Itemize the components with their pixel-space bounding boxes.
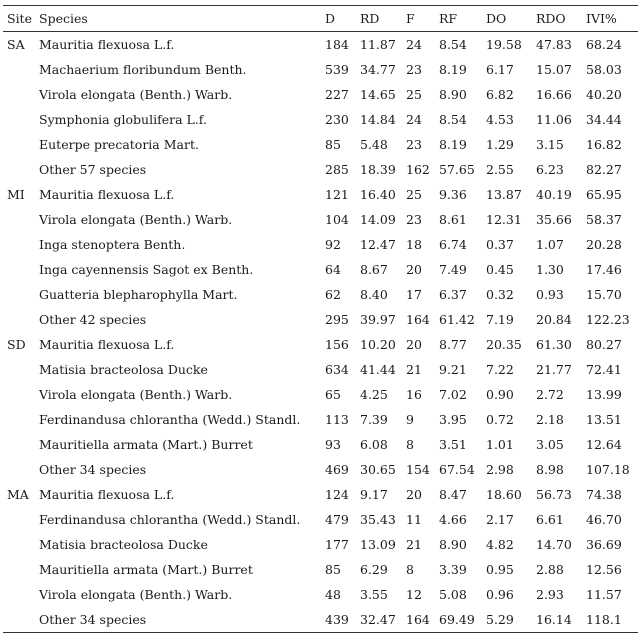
table-row (3, 382, 638, 407)
cell-rf: 67.54 (439, 462, 475, 477)
table-row (3, 482, 638, 507)
cell-ivi: 20.28 (586, 237, 622, 252)
cell-d: 539 (325, 62, 349, 77)
cell-f: 17 (406, 287, 422, 302)
cell-d: 285 (325, 162, 349, 177)
header-species: Species (35, 6, 321, 32)
cell-d: 104 (325, 212, 349, 227)
cell-ivi: 118.1 (582, 607, 638, 633)
cell-do: 0.96 (486, 587, 514, 602)
cell-do: 2.17 (486, 512, 514, 527)
cell-site (3, 357, 35, 382)
cell-do: 0.95 (486, 562, 514, 577)
table-row (3, 607, 638, 633)
cell-rd: 41.44 (360, 362, 396, 377)
cell-ivi: 34.44 (586, 112, 622, 127)
cell-do: 0.32 (486, 287, 514, 302)
cell-do: 6.82 (486, 87, 514, 102)
cell-ivi: 36.69 (586, 537, 622, 552)
cell-species: Mauritia flexuosa L.f. (39, 337, 175, 352)
table-row (3, 557, 638, 582)
cell-site (3, 82, 35, 107)
cell-site (3, 457, 35, 482)
cell-do: 7.19 (486, 312, 514, 327)
cell-rdo: 40.19 (536, 187, 572, 202)
cell-f: 8 (406, 562, 414, 577)
cell-ivi: 11.57 (586, 587, 622, 602)
cell-ivi: 16.82 (586, 137, 622, 152)
cell-d: 85 (325, 137, 341, 152)
cell-site (3, 132, 35, 157)
cell-rf: 9.21 (439, 362, 467, 377)
cell-ivi: 72.41 (586, 362, 622, 377)
cell-ivi: 13.51 (586, 412, 622, 427)
cell-rf: 61.42 (439, 312, 475, 327)
cell-f: 25 (406, 187, 422, 202)
cell-f: 162 (406, 162, 430, 177)
cell-f: 164 (402, 607, 435, 633)
cell-d: 469 (325, 462, 349, 477)
cell-do: 20.35 (486, 337, 522, 352)
cell-d: 121 (325, 187, 349, 202)
cell-ivi: 40.20 (586, 87, 622, 102)
cell-d: 65 (325, 387, 341, 402)
cell-rd: 4.25 (360, 387, 388, 402)
cell-rdo: 15.07 (536, 62, 572, 77)
cell-f: 18 (406, 237, 422, 252)
cell-rdo: 2.72 (536, 387, 564, 402)
cell-do: 19.58 (486, 37, 522, 52)
cell-do: 0.72 (486, 412, 514, 427)
species-table (3, 5, 638, 633)
cell-species: Mauritiella armata (Mart.) Burret (39, 562, 253, 577)
cell-do: 7.22 (486, 362, 514, 377)
cell-site (3, 557, 35, 582)
cell-d: 93 (325, 437, 341, 452)
cell-rd: 8.67 (360, 262, 388, 277)
cell-species: Mauritia flexuosa L.f. (39, 487, 175, 502)
cell-rf: 69.49 (435, 607, 482, 633)
cell-rd: 3.55 (360, 587, 388, 602)
cell-do: 12.31 (486, 212, 522, 227)
cell-species: Symphonia globulifera L.f. (39, 112, 207, 127)
cell-rdo: 3.05 (536, 437, 564, 452)
cell-do: 4.53 (486, 112, 514, 127)
cell-rdo: 8.98 (536, 462, 564, 477)
cell-rd: 5.48 (360, 137, 388, 152)
cell-species: Virola elongata (Benth.) Warb. (39, 212, 233, 227)
cell-rf: 8.47 (439, 487, 467, 502)
cell-species: Mauritia flexuosa L.f. (39, 187, 175, 202)
cell-ivi: 46.70 (586, 512, 622, 527)
cell-rdo: 2.18 (536, 412, 564, 427)
cell-rd: 14.09 (360, 212, 396, 227)
cell-rd: 13.09 (360, 537, 396, 552)
cell-site (3, 282, 35, 307)
cell-d: 113 (325, 412, 349, 427)
table-row (3, 432, 638, 457)
cell-f: 12 (406, 587, 422, 602)
cell-ivi: 15.70 (586, 287, 622, 302)
cell-d: 634 (325, 362, 349, 377)
table-row (3, 582, 638, 607)
cell-site (3, 532, 35, 557)
cell-species: Virola elongata (Benth.) Warb. (39, 87, 233, 102)
cell-rd: 9.17 (360, 487, 388, 502)
cell-ivi: 12.64 (586, 437, 622, 452)
cell-f: 9 (406, 412, 414, 427)
cell-species: Euterpe precatoria Mart. (39, 137, 199, 152)
cell-rf: 6.37 (439, 287, 467, 302)
cell-rd: 8.40 (360, 287, 388, 302)
cell-rf: 8.19 (439, 62, 467, 77)
cell-ivi: 107.18 (586, 462, 630, 477)
cell-rdo: 1.30 (536, 262, 564, 277)
cell-d: 156 (325, 337, 349, 352)
cell-ivi: 17.46 (586, 262, 622, 277)
cell-do: 1.29 (486, 137, 514, 152)
cell-rf: 7.49 (439, 262, 467, 277)
table-row (3, 282, 638, 307)
cell-site: MA (7, 487, 29, 502)
cell-f: 154 (406, 462, 430, 477)
cell-rf: 8.90 (439, 537, 467, 552)
table-row (3, 32, 638, 58)
header-rd: RD (356, 6, 402, 32)
cell-do: 2.98 (486, 462, 514, 477)
cell-site (3, 432, 35, 457)
cell-species: Matisia bracteolosa Ducke (39, 362, 208, 377)
cell-site: SA (7, 37, 25, 52)
cell-rdo: 16.66 (536, 87, 572, 102)
table-row (3, 532, 638, 557)
cell-rdo: 16.14 (532, 607, 582, 633)
header-f: F (402, 6, 435, 32)
cell-rd: 6.08 (360, 437, 388, 452)
cell-species: Matisia bracteolosa Ducke (39, 537, 208, 552)
cell-d: 295 (325, 312, 349, 327)
cell-f: 25 (406, 87, 422, 102)
cell-rd: 12.47 (360, 237, 396, 252)
cell-f: 23 (406, 62, 422, 77)
table-row (3, 182, 638, 207)
cell-rf: 3.95 (439, 412, 467, 427)
cell-d: 124 (325, 487, 349, 502)
table-row (3, 507, 638, 532)
cell-species: Inga cayennensis Sagot ex Benth. (39, 262, 254, 277)
cell-rdo: 6.61 (536, 512, 564, 527)
cell-rdo: 35.66 (536, 212, 572, 227)
cell-rdo: 2.88 (536, 562, 564, 577)
cell-rf: 8.54 (439, 112, 467, 127)
cell-rf: 9.36 (439, 187, 467, 202)
cell-rd: 6.29 (360, 562, 388, 577)
cell-rd: 35.43 (360, 512, 396, 527)
cell-species: Other 57 species (39, 162, 147, 177)
cell-f: 16 (406, 387, 422, 402)
cell-f: 8 (406, 437, 414, 452)
table-row (3, 107, 638, 132)
cell-rf: 8.77 (439, 337, 467, 352)
cell-site (3, 257, 35, 282)
cell-rf: 8.61 (439, 212, 467, 227)
table-row (3, 257, 638, 282)
cell-f: 23 (406, 212, 422, 227)
cell-site (3, 607, 35, 633)
header-site: Site (3, 6, 35, 32)
cell-rf: 3.51 (439, 437, 467, 452)
cell-rd: 14.65 (360, 87, 396, 102)
cell-site (3, 107, 35, 132)
cell-species: Other 42 species (39, 312, 147, 327)
cell-site (3, 582, 35, 607)
cell-rf: 8.19 (439, 137, 467, 152)
cell-rdo: 6.23 (536, 162, 564, 177)
cell-f: 23 (406, 137, 422, 152)
cell-rdo: 3.15 (536, 137, 564, 152)
cell-ivi: 13.99 (586, 387, 622, 402)
cell-species: Virola elongata (Benth.) Warb. (39, 387, 233, 402)
table-row (3, 357, 638, 382)
cell-rf: 8.90 (439, 87, 467, 102)
cell-rf: 7.02 (439, 387, 467, 402)
cell-f: 164 (406, 312, 430, 327)
cell-d: 230 (325, 112, 349, 127)
cell-ivi: 122.23 (586, 312, 630, 327)
cell-d: 62 (325, 287, 341, 302)
cell-f: 21 (406, 537, 422, 552)
cell-do: 18.60 (486, 487, 522, 502)
cell-rd: 7.39 (360, 412, 388, 427)
cell-rdo: 14.70 (536, 537, 572, 552)
cell-ivi: 82.27 (586, 162, 622, 177)
cell-rf: 57.65 (439, 162, 475, 177)
cell-species: Ferdinandusa chlorantha (Wedd.) Standl. (39, 512, 301, 527)
header-ivi: IVI% (582, 6, 638, 32)
cell-f: 20 (406, 337, 422, 352)
cell-ivi: 65.95 (586, 187, 622, 202)
cell-rf: 4.66 (439, 512, 467, 527)
cell-species: Guatteria blepharophylla Mart. (39, 287, 238, 302)
cell-do: 6.17 (486, 62, 514, 77)
cell-species: Ferdinandusa chlorantha (Wedd.) Standl. (39, 412, 301, 427)
cell-rdo: 2.93 (536, 587, 564, 602)
cell-site (3, 57, 35, 82)
cell-rdo: 0.93 (536, 287, 564, 302)
table-row (3, 457, 638, 482)
cell-d: 85 (325, 562, 341, 577)
table-row (3, 132, 638, 157)
cell-site (3, 232, 35, 257)
cell-species: Inga stenoptera Benth. (39, 237, 186, 252)
cell-species: Machaerium floribundum Benth. (39, 62, 247, 77)
cell-rd: 10.20 (360, 337, 396, 352)
cell-rd: 39.97 (360, 312, 396, 327)
cell-f: 20 (406, 487, 422, 502)
cell-site (3, 157, 35, 182)
cell-do: 5.29 (482, 607, 532, 633)
cell-rdo: 47.83 (536, 37, 572, 52)
cell-ivi: 68.24 (586, 37, 622, 52)
cell-species: Other 34 species (39, 462, 147, 477)
table-row (3, 57, 638, 82)
cell-d: 177 (325, 537, 349, 552)
cell-rdo: 1.07 (536, 237, 564, 252)
cell-site (3, 507, 35, 532)
cell-site (3, 382, 35, 407)
table-body (3, 32, 638, 633)
cell-rd: 34.77 (360, 62, 396, 77)
cell-ivi: 58.03 (586, 62, 622, 77)
cell-ivi: 12.56 (586, 562, 622, 577)
table-row (3, 157, 638, 182)
cell-d: 184 (325, 37, 349, 52)
cell-site: MI (7, 187, 25, 202)
table-row (3, 307, 638, 332)
cell-site (3, 407, 35, 432)
cell-species: Mauritiella armata (Mart.) Burret (39, 437, 253, 452)
cell-ivi: 58.37 (586, 212, 622, 227)
cell-species: Mauritia flexuosa L.f. (39, 37, 175, 52)
cell-d: 479 (325, 512, 349, 527)
cell-d: 48 (325, 587, 341, 602)
cell-site: SD (7, 337, 26, 352)
table-row (3, 332, 638, 357)
cell-do: 0.37 (486, 237, 514, 252)
cell-do: 1.01 (486, 437, 514, 452)
cell-site (3, 307, 35, 332)
cell-rd: 11.87 (360, 37, 396, 52)
header-do: DO (482, 6, 532, 32)
cell-species: Virola elongata (Benth.) Warb. (39, 587, 233, 602)
cell-d: 64 (325, 262, 341, 277)
table-row (3, 407, 638, 432)
header-rdo: RDO (532, 6, 582, 32)
cell-d: 439 (321, 607, 356, 633)
table-header-row (3, 6, 638, 32)
cell-rdo: 21.77 (536, 362, 572, 377)
cell-rdo: 11.06 (536, 112, 572, 127)
cell-f: 21 (406, 362, 422, 377)
table-row (3, 207, 638, 232)
cell-ivi: 80.27 (586, 337, 622, 352)
cell-rf: 3.39 (439, 562, 467, 577)
cell-d: 227 (325, 87, 349, 102)
cell-do: 0.45 (486, 262, 514, 277)
cell-f: 24 (406, 37, 422, 52)
cell-species: Other 34 species (35, 607, 321, 633)
cell-rd: 16.40 (360, 187, 396, 202)
cell-rd: 32.47 (356, 607, 402, 633)
cell-rd: 30.65 (360, 462, 396, 477)
cell-rf: 8.54 (439, 37, 467, 52)
cell-do: 4.82 (486, 537, 514, 552)
cell-do: 2.55 (486, 162, 514, 177)
cell-rdo: 20.84 (536, 312, 572, 327)
cell-f: 20 (406, 262, 422, 277)
cell-rd: 18.39 (360, 162, 396, 177)
cell-rdo: 61.30 (536, 337, 572, 352)
cell-rf: 5.08 (439, 587, 467, 602)
cell-do: 0.90 (486, 387, 514, 402)
cell-ivi: 74.38 (586, 487, 622, 502)
cell-f: 11 (406, 512, 422, 527)
cell-site (3, 207, 35, 232)
cell-f: 24 (406, 112, 422, 127)
cell-d: 92 (325, 237, 341, 252)
cell-do: 13.87 (486, 187, 522, 202)
cell-rdo: 56.73 (536, 487, 572, 502)
cell-rf: 6.74 (439, 237, 467, 252)
header-d: D (321, 6, 356, 32)
cell-rd: 14.84 (360, 112, 396, 127)
table-row (3, 82, 638, 107)
table-row (3, 232, 638, 257)
header-rf: RF (435, 6, 482, 32)
